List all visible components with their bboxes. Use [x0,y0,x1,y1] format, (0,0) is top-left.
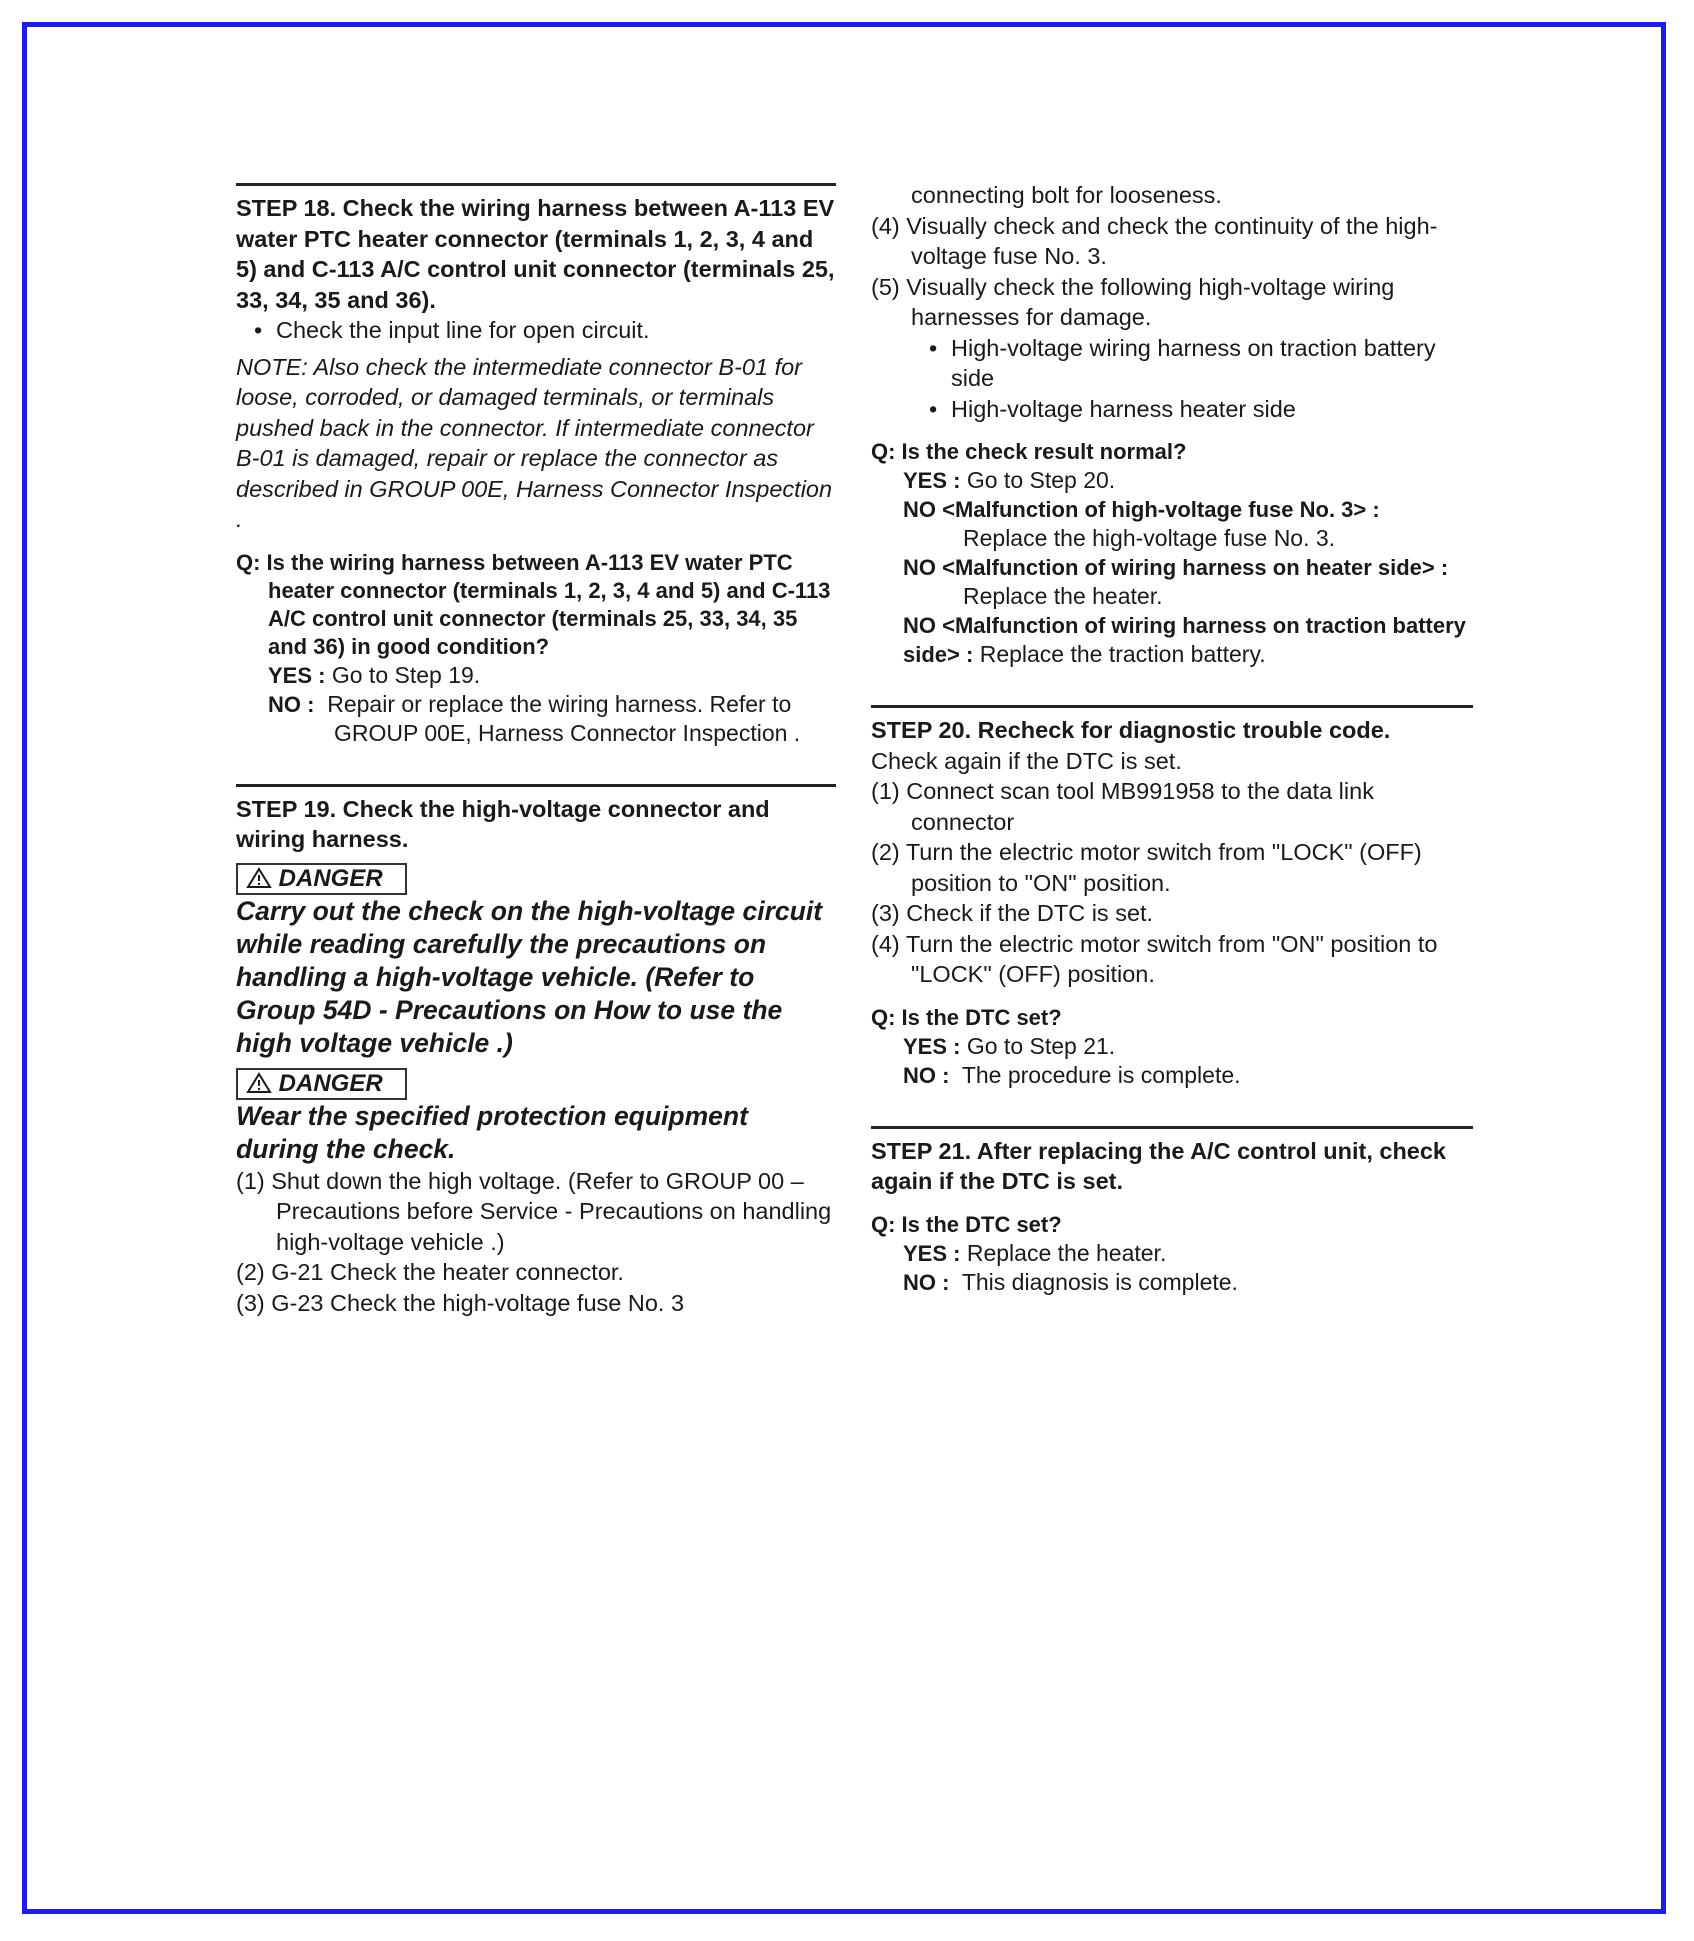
step18-bullet: • Check the input line for open circuit. [236,315,836,346]
step19-item-1: (1) Shut down the high voltage. (Refer to GROUP 00 – Precautions before Service - Precautions on handling high-voltage vehicle .) [236,1167,832,1255]
step20-item-4: (4) Turn the electric motor switch from "ON" position to "LOCK" (OFF) position. [871,930,1438,987]
step19-item-2: (2) G-21 Check the heater connector. [236,1259,624,1285]
yes-key: YES : [903,1033,961,1059]
right-column [871,180,1473,1297]
step19-sub-bullet-2: • High-voltage harness heater side [871,394,1473,425]
yes-key: YES : [903,1240,961,1266]
warning-triangle-icon [246,867,272,889]
step20-heading: STEP 20. Recheck for diagnostic trouble code. [871,705,1473,746]
step21-heading: STEP 21. After replacing the A/C control unit, check again if the DTC is set. [871,1126,1473,1197]
step20-yes [871,1032,1473,1061]
step20-question: Q: Is the DTC set? [871,1004,1062,1030]
no-key: NO <Malfunction of wiring harness on heater side> : [903,555,1449,580]
step19-continued: connecting bolt for looseness. [911,182,1222,208]
yes-key: YES : [903,468,961,493]
step20-intro: Check again if the DTC is set. [871,747,1182,774]
step20-item-3: (3) Check if the DTC is set. [871,900,1154,926]
step19-heading: STEP 19. Check the high-voltage connector and wiring harness. [236,784,836,855]
yes-text: Go to Step 21. [966,1032,1116,1059]
no-key: NO : [268,691,315,717]
step19-no1-text: Replace the high-voltage fuse No. 3. [963,525,1336,551]
yes-text: Replace the heater. [966,1239,1167,1266]
step19-sub-bullet-1: • High-voltage wiring harness on traction battery side [871,333,1473,394]
danger-text-2: Wear the specified protection equipment during the check. [236,1100,748,1164]
step19-no3 [871,611,1473,669]
no-key: NO <Malfunction of high-voltage fuse No. 3> : [903,497,1380,522]
step21-question: Q: Is the DTC set? [871,1211,1062,1237]
no-text: Replace the traction battery. [979,641,1266,667]
spacer [871,669,1473,705]
step19-question: Q: Is the check result normal? [871,439,1187,464]
danger-label [236,1068,407,1100]
step19-item-4: (4) Visually check and check the continuity of the high-voltage fuse No. 3. [871,212,1438,269]
step18-note: NOTE: Also check the intermediate connector B-01 for loose, corroded, or damaged terminals, or terminals pushed back in the connector. If intermediate connector B-01 is damaged, repair or replace the connector as described in GROUP 00E, Harness Connector Inspection . [236,353,833,532]
step19-yes [871,466,1473,495]
step19-item-3: (3) G-23 Check the high-voltage fuse No. 3 [236,1289,685,1316]
no-key: NO : [903,1269,950,1295]
step18-no [236,690,836,748]
step18-heading: STEP 18. Check the wiring harness between A-113 EV water PTC heater connector (terminals 1, 2, 3, 4 and 5) and C-113 A/C control unit connector (terminals 25, 33, 34, 35 and 36). [236,183,836,315]
no-key: NO <Malfunction of wiring harness on traction battery side> : [903,613,1466,667]
step20-no [871,1061,1473,1090]
spacer [871,1090,1473,1126]
yes-text: Go to Step 19. [331,661,481,688]
no-text: Repair or replace the wiring harness. Refer to GROUP 00E, Harness Connector Inspection . [327,690,801,746]
no-key: NO : [903,1062,950,1088]
step18-question: Q: Is the wiring harness between A-113 EV water PTC heater connector (terminals 1, 2, 3, 4 and 5) and C-113 A/C control unit connector (terminals 25, 33, 34, 35 and 36) in good condition? [236,549,831,659]
step19-no2 [871,553,1473,582]
step21-yes [871,1239,1473,1268]
danger-label-text: DANGER [278,1069,383,1097]
yes-key: YES : [268,662,326,688]
step20-item-1: (1) Connect scan tool MB991958 to the data link connector [871,778,1374,835]
step21-no [871,1268,1473,1297]
danger-label-text: DANGER [278,864,383,892]
spacer [236,748,836,784]
step19-no2-text: Replace the heater. [963,583,1163,609]
step19-no1 [871,495,1473,524]
no-text: This diagnosis is complete. [961,1268,1238,1295]
yes-text: Go to Step 20. [966,467,1116,493]
danger-label [236,863,407,895]
step20-item-2: (2) Turn the electric motor switch from "LOCK" (OFF) position to "ON" position. [871,839,1422,896]
step18-yes [236,661,836,690]
no-text: The procedure is complete. [961,1061,1241,1088]
left-column [236,183,836,1318]
step19-item-5: (5) Visually check the following high-voltage wiring harnesses for damage. [871,273,1395,330]
warning-triangle-icon [246,1072,272,1094]
danger-text-1: Carry out the check on the high-voltage circuit while reading carefully the precautions on handling a high-voltage vehicle. (Refer to Group 54D - Precautions on How to use the high voltage vehicle .) [236,895,823,1058]
